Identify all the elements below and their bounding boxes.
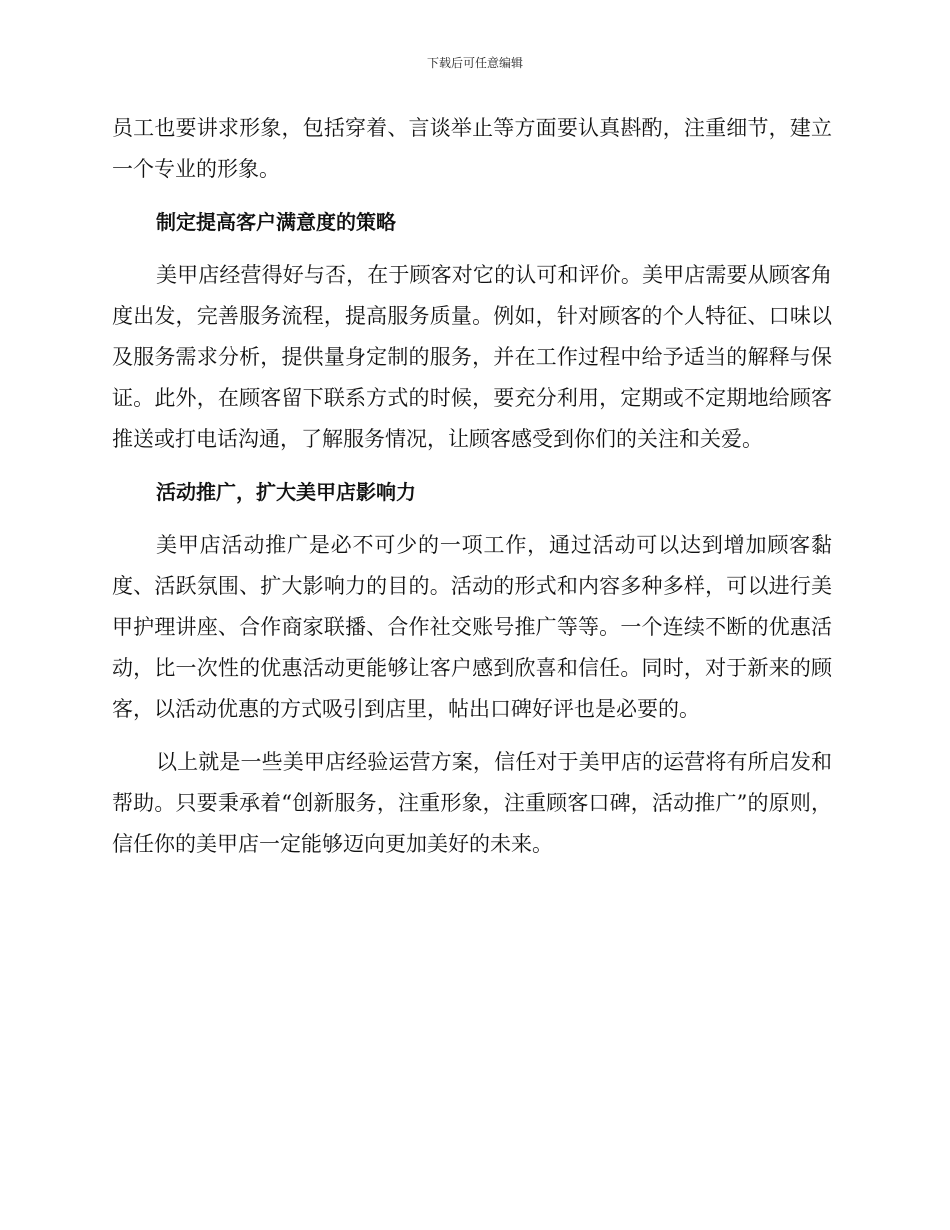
section-heading-promotion: 活动推广，扩大美甲店影响力 [156,480,416,504]
paragraph-promotion: 美甲店活动推广是必不可少的一项工作，通过活动可以达到增加顾客黏度、活跃氛围、扩大影响力的目的。活动的形式和内容多种多样，可以进行美甲护理讲座、合作商家联播、合作社交账号推广等等。一个连续不断的优惠活动，比一次性的优惠活动更能够让客户感到欣喜和信任。同时，对于新来的顾客，以活动优惠的方式吸引到店里，帖出口碑好评也是必要的。 [112,533,832,721]
page-header: 下载后可任意编辑 [426,56,523,70]
paragraph-staff-image: 员工也要讲求形象，包括穿着、言谈举止等方面要认真斟酌，注重细节，建立一个专业的形象。 [112,116,832,181]
document-body [112,108,832,865]
paragraph-satisfaction: 美甲店经营得好与否，在于顾客对它的认可和评价。美甲店需要从顾客角度出发，完善服务流程，提高服务质量。例如，针对顾客的个人特征、口味以及服务需求分析，提供量身定制的服务，并在工作过程中给予适当的解释与保证。此外，在顾客留下联系方式的时候，要充分利用，定期或不定期地给顾客推送或打电话沟通，了解服务情况，让顾客感受到你们的关注和关爱。 [112,263,832,451]
paragraph-conclusion: 以上就是一些美甲店经验运营方案，信任对于美甲店的运营将有所启发和帮助。只要秉承着“创新服务，注重形象，注重顾客口碑，活动推广”的原则，信任你的美甲店一定能够迈向更加美好的未来。 [112,750,832,856]
section-heading-satisfaction: 制定提高客户满意度的策略 [156,210,396,234]
